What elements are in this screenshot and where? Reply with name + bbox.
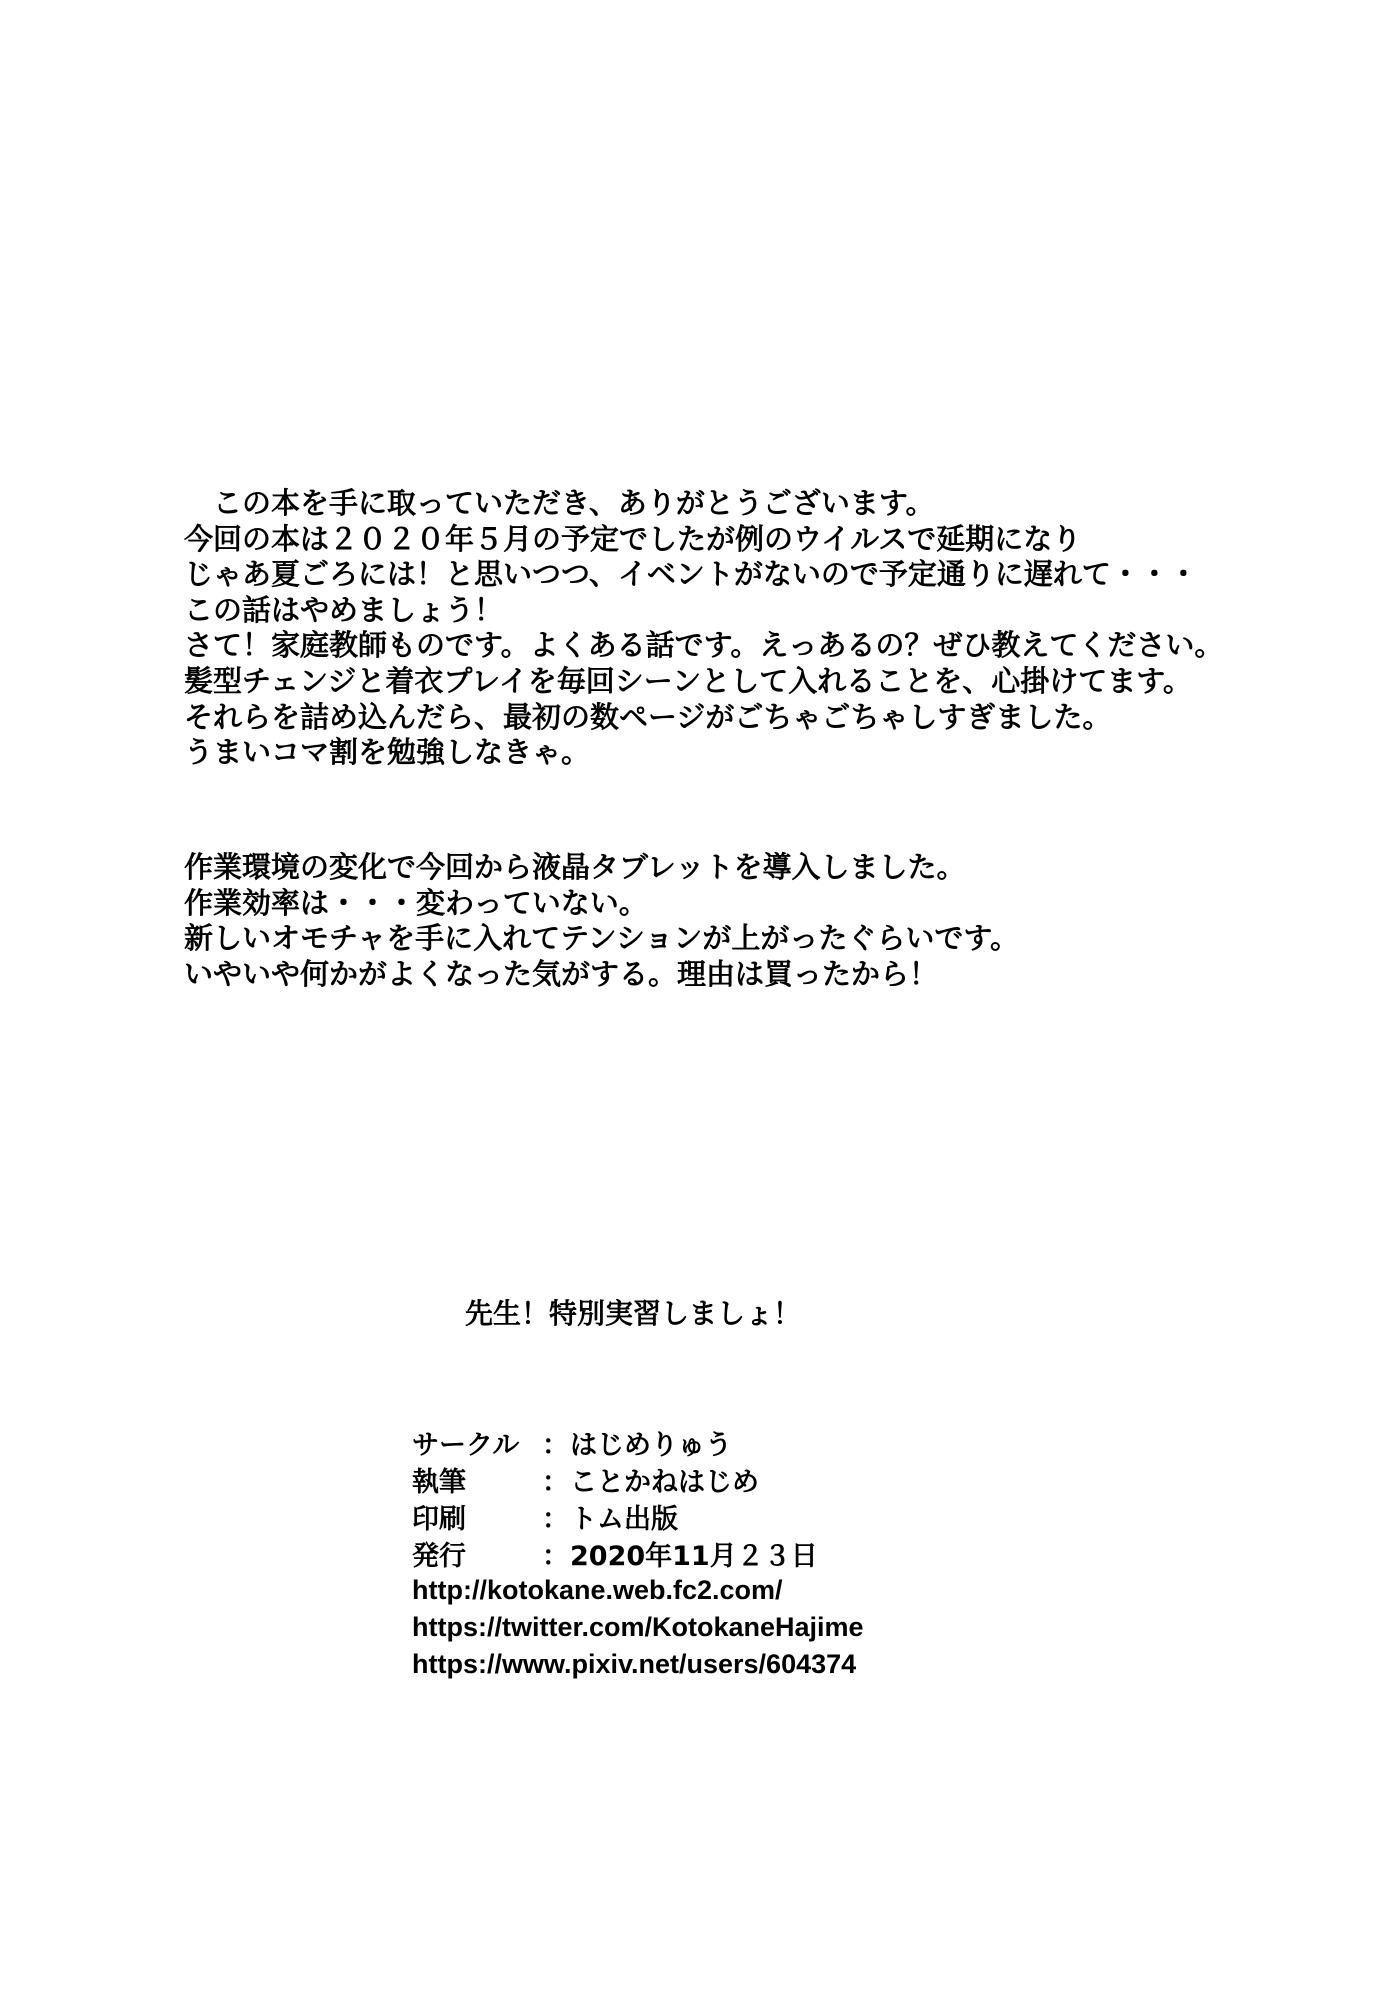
twitter-url: https://twitter.com/KotokaneHajime	[412, 1612, 864, 1642]
afterword-line: うまいコマ割を勉強しなきゃ。	[184, 735, 591, 770]
afterword-line: この本を手に取っていただき、ありがとうございます。	[184, 486, 935, 520]
afterword-line: 今回の本は２０２０年５月の予定でしたが例のウイルスで延期になり	[184, 521, 1082, 556]
afterword-line: 新しいオモチャを手に入れてテンションが上がったぐらいです。	[184, 921, 1020, 956]
colophon-key: 執筆	[412, 1467, 466, 1498]
colophon-separator: ：	[542, 1467, 569, 1498]
pixiv-url: https://www.pixiv.net/users/604374	[412, 1649, 857, 1679]
afterword-paragraph-1	[184, 486, 1223, 771]
colophon-row-circle	[412, 1424, 818, 1461]
book-title: 先生！特別実習しましょ！	[465, 1297, 802, 1330]
colophon-value: ことかねはじめ	[570, 1467, 759, 1498]
afterword-line: 髪型チェンジと着衣プレイを毎回シーンとして入れることを、心掛けてます。	[184, 663, 1192, 698]
colophon-key: 印刷	[412, 1504, 466, 1535]
colophon-row-author	[412, 1461, 818, 1498]
afterword-line: さて！家庭教師ものです。よくある話です。えっあるの？ぜひ教えてください。	[184, 628, 1224, 663]
afterword-line: この話はやめましょう！	[184, 592, 504, 627]
website-url: http://kotokane.web.fc2.com/	[412, 1575, 783, 1605]
colophon-value: はじめりゅう	[570, 1430, 732, 1461]
colophon-row-printer	[412, 1498, 818, 1535]
colophon-separator: ：	[542, 1541, 569, 1572]
colophon-links	[412, 1572, 864, 1683]
colophon-row-published	[412, 1535, 818, 1572]
colophon-separator: ：	[542, 1430, 569, 1461]
colophon-key: 発行	[412, 1541, 466, 1572]
colophon-key: サークル	[412, 1430, 520, 1461]
afterword-line: 作業効率は・・・変わっていない。	[184, 885, 648, 920]
colophon-separator: ：	[542, 1504, 569, 1535]
afterword-paragraph-2	[184, 850, 1019, 992]
colophon-value: 2020年11月２３日	[570, 1541, 818, 1572]
afterword-line: それらを詰め込んだら、最初の数ページがごちゃごちゃしすぎました。	[184, 699, 1112, 734]
colophon	[412, 1424, 818, 1572]
colophon-value: トム出版	[570, 1504, 678, 1535]
afterword-line: じゃあ夏ごろには！と思いつつ、イベントがないので予定通りに遅れて・・・	[184, 557, 1198, 592]
afterword-line: いやいや何かがよくなった気がする。理由は買ったから！	[184, 956, 939, 991]
afterword-line: 作業環境の変化で今回から液晶タブレットを導入しました。	[184, 850, 966, 884]
